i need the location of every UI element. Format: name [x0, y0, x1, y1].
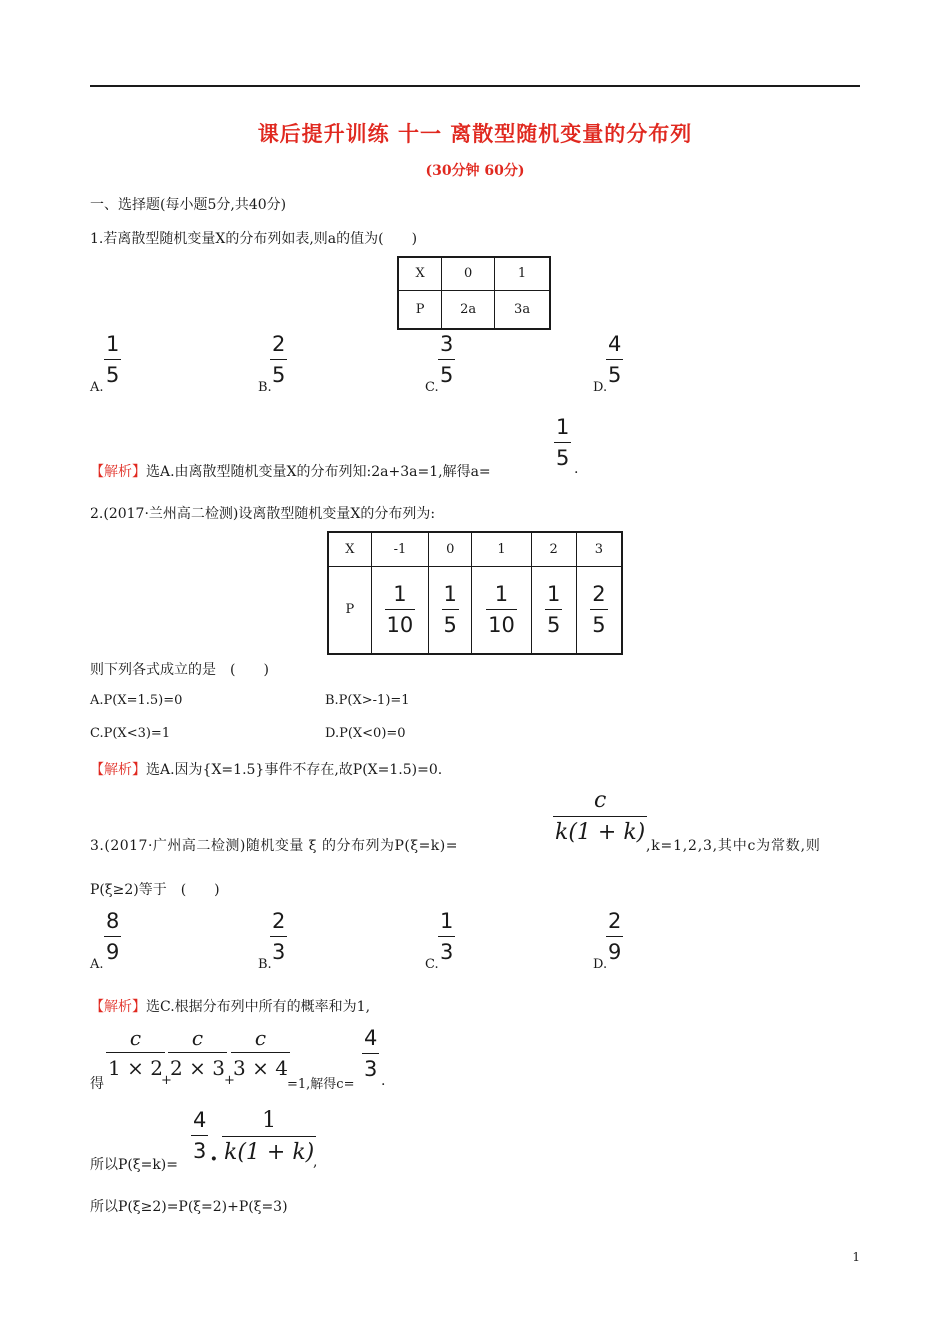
q2-x-value: 1 [472, 532, 531, 566]
analysis-text: 选C.根据分布列中所有的概率和为1, [146, 999, 371, 1015]
q3-option-d-fraction: $\frac{2}{9}$ [608, 909, 622, 964]
q1-cell: X [398, 257, 442, 290]
q2-stem: 2.(2017·兰州高二检测)设离散型随机变量X的分布列为: [90, 506, 436, 522]
q3-frac-43: $\frac{4}{3}$ [193, 1108, 207, 1163]
q1-table [397, 256, 551, 330]
q3-sum-fraction-1: $\frac{c}{1 \times 2}$ [108, 1026, 163, 1080]
q3-line-de: 得 [90, 1076, 104, 1092]
q2-option-d: D.P(X<0)=0 [325, 726, 406, 741]
q2-p-value: $\frac{1}{10}$ [472, 566, 531, 654]
q2-x-value: 3 [576, 532, 622, 566]
q3-sum-fraction-3: $\frac{c}{3 \times 4}$ [233, 1026, 288, 1080]
q3-option-a-label: A. [90, 957, 104, 972]
q1-option-b-label: B. [258, 380, 272, 395]
q1-analysis-end: . [574, 461, 579, 477]
page-title: 课后提升训练 十一 离散型随机变量的分布列 [257, 121, 693, 146]
q2-x-value: 2 [531, 532, 576, 566]
q2-p-value: $\frac{1}{10}$ [371, 566, 428, 654]
q1-cell: 1 [495, 257, 550, 290]
q3-option-d-label: D. [593, 957, 608, 972]
q3-option-b-label: B. [258, 957, 272, 972]
analysis-tag: 【解析】 [90, 762, 146, 778]
analysis-tag: 【解析】 [90, 464, 146, 480]
section-heading: 一、选择题(每小题5分,共40分) [90, 197, 287, 213]
q1-analysis [90, 461, 491, 481]
q1-option-a-label: A. [90, 380, 104, 395]
q3-end: . [381, 1073, 386, 1089]
q3-plus-1: + [161, 1073, 172, 1088]
q3-frac-k: $\frac{1}{k(1 + k)}$ [224, 1108, 315, 1165]
analysis-text: 选A.由离散型随机变量X的分布列知:2a+3a=1,解得a= [146, 464, 491, 480]
q3-plus-2: + [224, 1073, 235, 1088]
analysis-text: 选A.因为{X=1.5}事件不存在,故P(X=1.5)=0. [146, 762, 443, 778]
q2-p-value: $\frac{1}{5}$ [429, 566, 472, 654]
q1-option-c-fraction: $\frac{3}{5}$ [440, 332, 454, 387]
q1-cell: 2a [442, 290, 495, 329]
q2-question: 则下列各式成立的是 ( ) [90, 662, 269, 678]
q2-x-value: 0 [429, 532, 472, 566]
q1-cell: 0 [442, 257, 495, 290]
q1-option-c-label: C. [425, 380, 439, 395]
q1-option-d-label: D. [593, 380, 608, 395]
q3-comma: , [313, 1154, 318, 1170]
q3-option-a-fraction: $\frac{8}{9}$ [106, 909, 120, 964]
q1-cell: P [398, 290, 442, 329]
q1-option-d-fraction: $\frac{4}{5}$ [608, 332, 622, 387]
q3-dot: · [210, 1146, 218, 1172]
q2-p-label: P [328, 566, 371, 654]
q3-stem-fraction: $\frac{c}{k(1 + k)}$ [555, 788, 646, 845]
q2-option-a: A.P(X=1.5)=0 [90, 693, 183, 708]
q1-stem: 1.若离散型随机变量X的分布列如表,则a的值为( ) [90, 231, 418, 247]
page-number: 1 [852, 1250, 860, 1264]
q3-analysis [90, 996, 370, 1016]
q3-option-c-label: C. [425, 957, 439, 972]
q2-analysis [90, 759, 442, 779]
q3-eq-text: =1,解得c= [287, 1077, 355, 1092]
q3-stem-rest: ,k=1,2,3,其中c为常数,则 [646, 838, 821, 854]
q2-p-value: $\frac{2}{5}$ [576, 566, 622, 654]
q1-option-a-fraction: $\frac{1}{5}$ [106, 332, 120, 387]
q1-analysis-fraction: $\frac{1}{5}$ [556, 415, 570, 470]
q3-option-c-fraction: $\frac{1}{3}$ [440, 909, 454, 964]
q2-option-b: B.P(X>-1)=1 [325, 693, 410, 708]
q1-option-b-fraction: $\frac{2}{5}$ [272, 332, 286, 387]
q2-x-value: -1 [371, 532, 428, 566]
analysis-tag: 【解析】 [90, 999, 146, 1015]
q3-sum-fraction-2: $\frac{c}{2 \times 3}$ [170, 1026, 225, 1080]
page-subtitle: (30分钟 60分) [425, 163, 525, 179]
q2-option-c: C.P(X<3)=1 [90, 726, 171, 741]
q3-option-b-fraction: $\frac{2}{3}$ [272, 909, 286, 964]
q1-cell: 3a [495, 290, 550, 329]
q3-stem-line2: P(ξ≥2)等于 ( ) [90, 882, 220, 898]
q3-line-suoyi1: 所以P(ξ=k)= [90, 1157, 178, 1173]
q2-table [327, 531, 623, 655]
q3-line-suoyi2: 所以P(ξ≥2)=P(ξ=2)+P(ξ=3) [90, 1199, 288, 1215]
q2-x-label: X [328, 532, 371, 566]
q3-stem: 3.(2017·广州高二检测)随机变量 ξ 的分布列为P(ξ=k)= [90, 838, 458, 854]
q3-c-fraction: $\frac{4}{3}$ [364, 1026, 378, 1081]
header-rule [90, 85, 860, 87]
q2-p-value: $\frac{1}{5}$ [531, 566, 576, 654]
